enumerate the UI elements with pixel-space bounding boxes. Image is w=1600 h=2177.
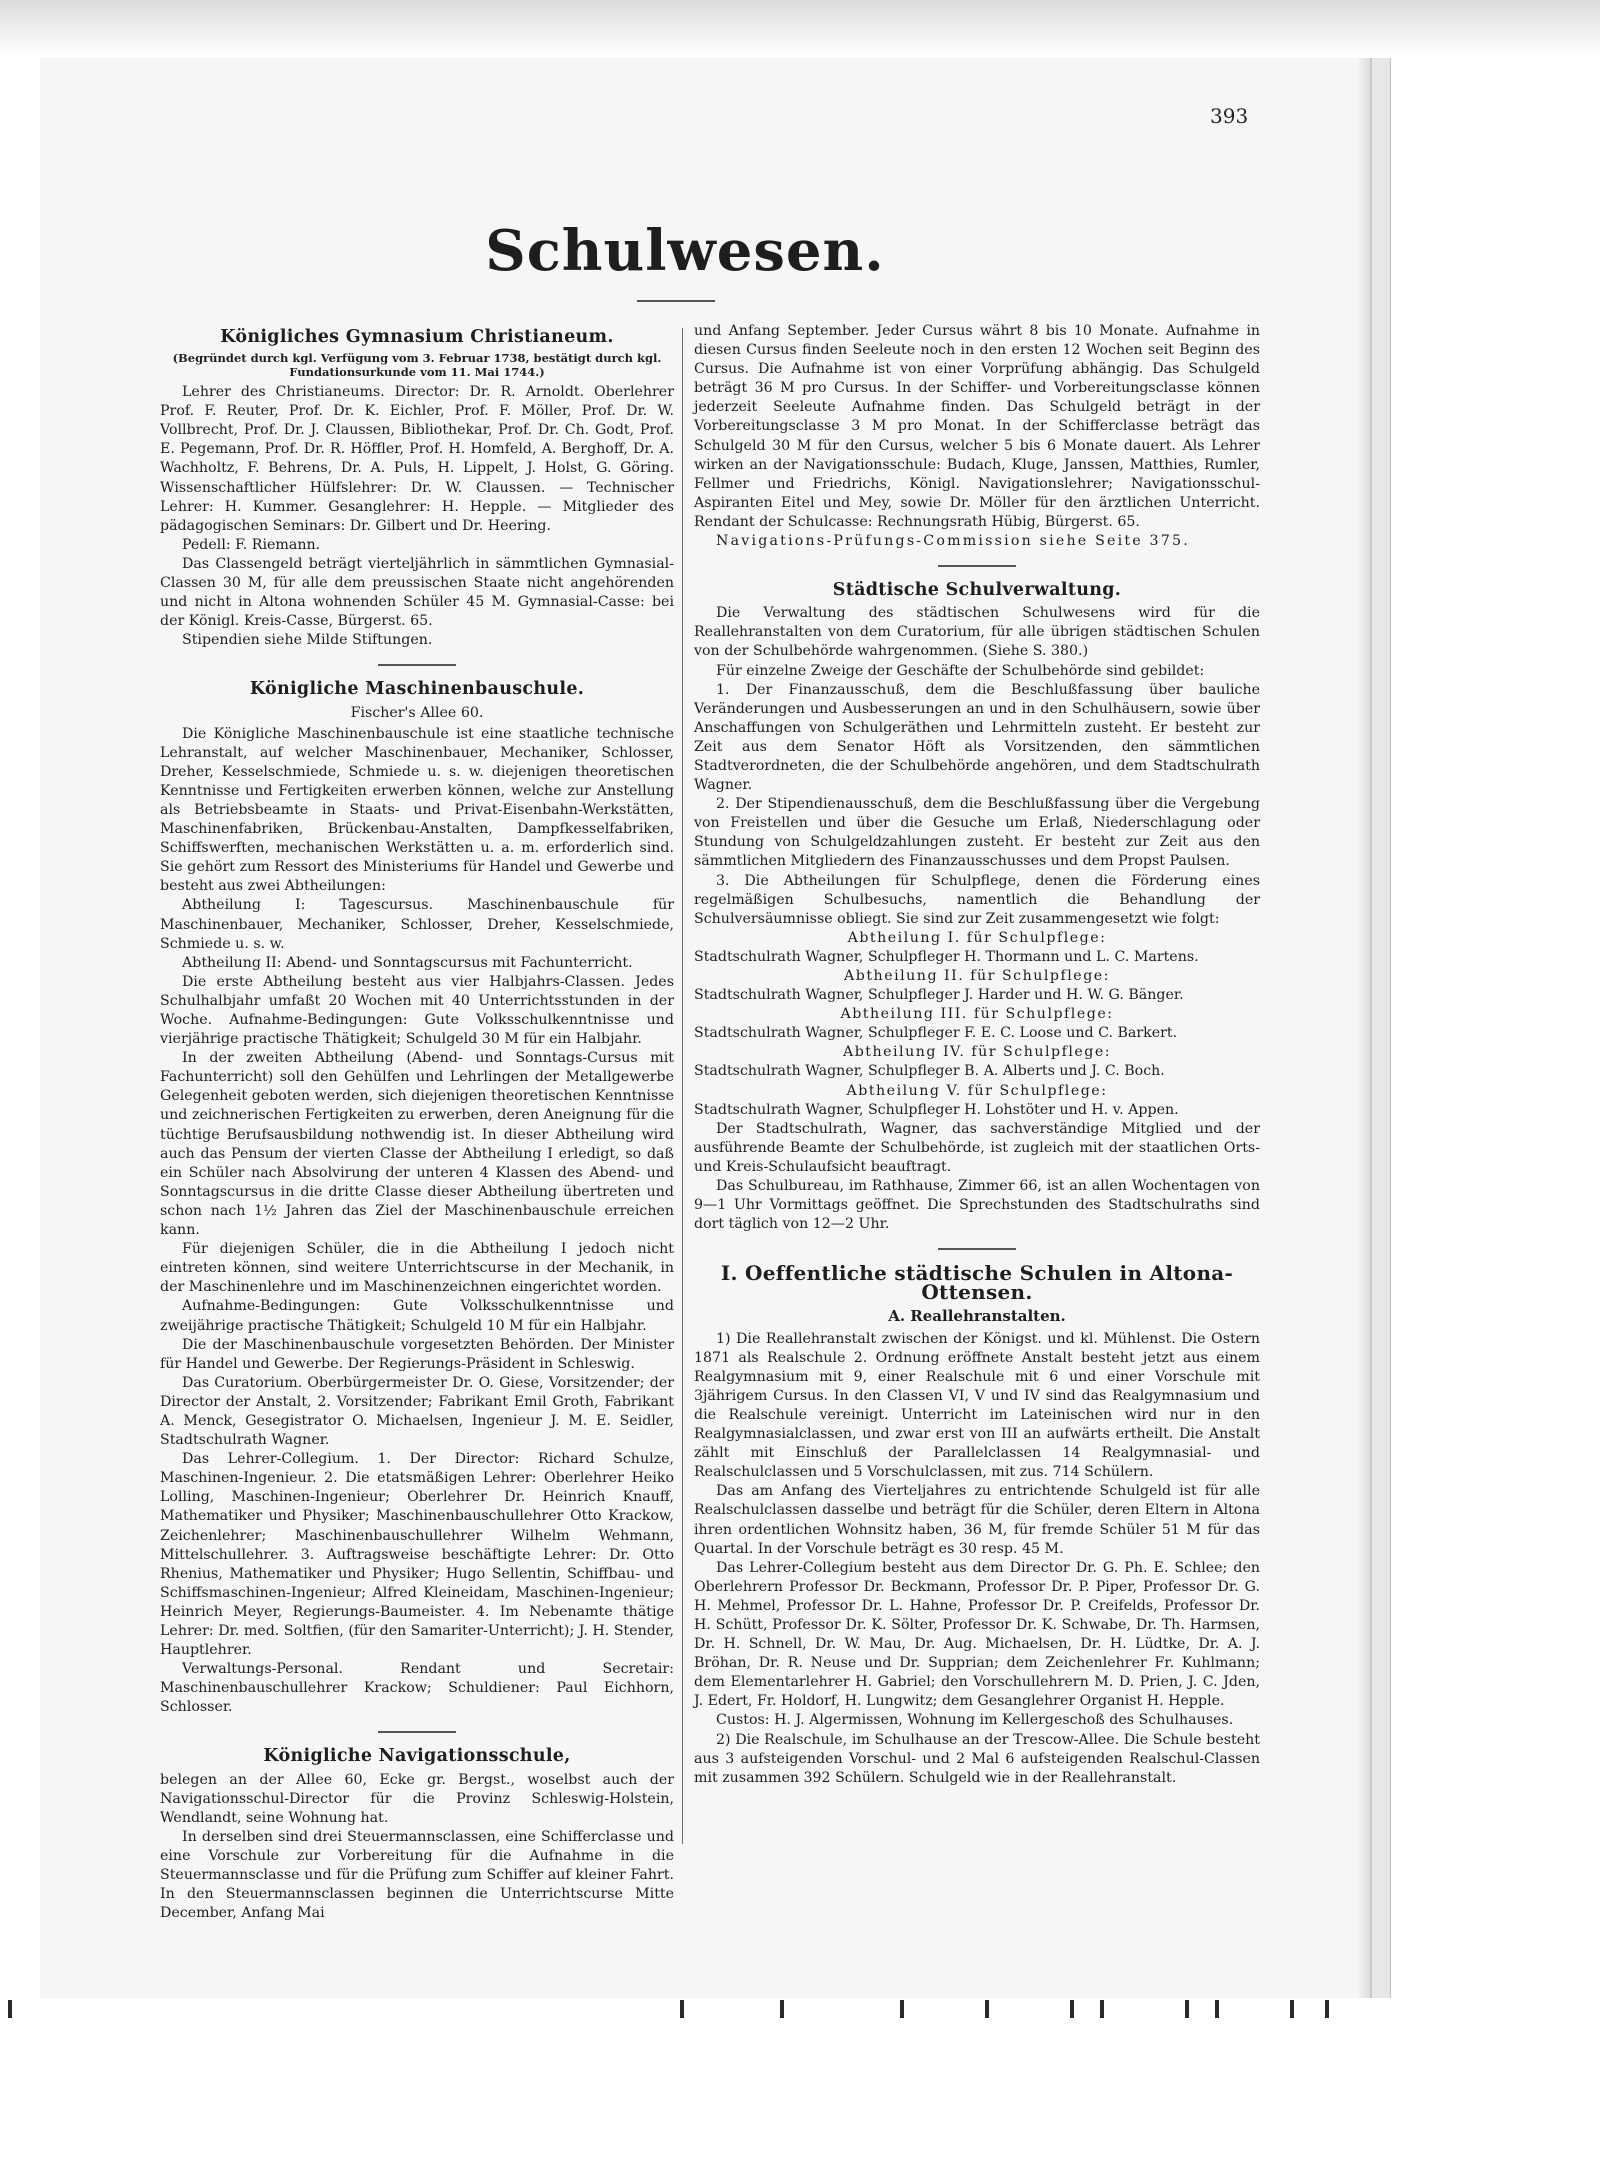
section-rule (938, 1248, 1016, 1250)
navigation-heading: Königliche Navigationsschule, (263, 1746, 571, 1767)
verwaltung-branches: Für einzelne Zweige der Geschäfte der Schulbehörde sind gebildet: (716, 662, 1205, 679)
gymnasium-subheading: (Begründet durch kgl. Verfügung vom 3. Februar 1738, bestätigt durch kgl. Fundationsurkunde vom 11. Mai 1744.) (172, 351, 662, 380)
verwaltung-schulpflege: 3. Die Abtheilungen für Schulpflege, denen die Förderung eines regelmäßigen Schulbesuchs, namentlich die Behandlung der Schulversäumnisse obliegt. Sie sind zur Zeit zusammengesetzt wie folgt: (694, 872, 1260, 927)
section-rule (938, 565, 1016, 567)
navigation-classes: In derselben sind drei Steuermannsclassen, eine Schifferclasse und eine Vorschule zur Vorbereitung für die Aufnahme in die Steuermannsclasse und für die Prüfung zum Schiffer auf kleiner Fahrt. In den Steuermannsclassen beginnen die Unterrichtscurse Mitte December, Anfang Mai (160, 1828, 674, 1922)
column-divider (682, 328, 683, 1844)
gymnasium-stipends: Stipendien siehe Milde Stiftungen. (182, 632, 433, 649)
reallehranstalt-fees: Das am Anfang des Vierteljahres zu entrichtende Schulgeld ist für alle Realschulclassen dasselbe und beträgt für die Schüler, deren Eltern in Altona ihren ordentlichen Wohnsitz haben, 36 M, für fremde Schüler 51 M für das Quartal. In der Vorschule beträgt es 30 resp. 45 M. (694, 1483, 1260, 1557)
gymnasium-section (160, 328, 674, 650)
maschinenbau-abt1: Abtheilung I: Tagescursus. Maschinenbauschule für Maschinenbauer, Mechaniker, Schlosser, Dreher, Kesselschmiede, Schmiede u. s. w. (160, 897, 674, 952)
schulbureau-hours: Das Schulbureau, im Rathhause, Zimmer 66, ist an allen Wochentagen von 9—1 Uhr Vormittags geöffnet. Die Sprechstunden des Stadtschulraths sind dort täglich von 12—2 Uhr. (694, 1178, 1260, 1233)
verwaltung-stipends: 2. Der Stipendienausschuß, dem die Beschlußfassung über die Vergebung von Freistellen und über die Gesuche um Erlaß, Niederschlagung oder Stundung von Schulgeldzahlungen zusteht. Er besteht zur Zeit aus den sämmtlichen Mitgliedern des Finanzausschusses und dem Propst Paulsen. (694, 796, 1260, 870)
maschinenbau-authorities: Die der Maschinenbauschule vorgesetzten Behörden. Der Minister für Handel und Gewerbe. Der Regierungs-Präsident in Schleswig. (160, 1336, 674, 1372)
gymnasium-pedell: Pedell: F. Riemann. (182, 536, 321, 553)
reallehranstalt-custos: Custos: H. J. Algermissen, Wohnung im Kellergeschoß des Schulhauses. (716, 1712, 1234, 1729)
abteilung-5-members: Stadtschulrath Wagner, Schulpfleger H. Lohstöter und H. v. Appen. (694, 1101, 1179, 1118)
title-rule (637, 300, 715, 302)
reallehranstalten-heading: A. Reallehranstalten. (888, 1306, 1066, 1325)
realschule-description: 2) Die Realschule, im Schulhause an der Trescow-Allee. Die Schule besteht aus 3 aufsteigenden Vorschul- und 2 Mal 6 aufsteigenden Realschul-Classen mit zusammen 392 Schülern. Schulgeld wie in der Reallehranstalt. (694, 1731, 1260, 1786)
gymnasium-fees: Das Classengeld beträgt vierteljährlich in sämmtlichen Gymnasial-Classen 30 M, für alle dem preussischen Staate nicht angehörenden und nicht in Altona wohnenden Schüler 45 M. Gymnasial-Casse: bei der Königl. Kreis-Casse, Bürgerst. 65. (160, 555, 674, 630)
navigation-courses: und Anfang September. Jeder Cursus währt 8 bis 10 Monate. Aufnahme in diesen Cursus finden Seeleute noch in den ersten 12 Wochen seit Beginn des Cursus. Die Aufnahme ist von einer Vorprüfung abhängig. Das Schulgeld beträgt 36 M pro Cursus. In der Schiffer- und Vorbereitungsclasse können jederzeit Seeleute Aufnahme finden. Das Schulgeld beträgt in der Vorbereitungsclasse 3 M pro Monat. In der Schifferclasse beträgt das Schulgeld 30 M für den Cursus, welcher 5 bis 6 Monate dauert. Als Lehrer wirken an der Navigationsschule: Budach, Kluge, Janssen, Matthies, Rumler, Fellmer und Friedrichs, Königl. Navigationslehrer; Navigationsschul-Aspiranten Eitel und Mey, sowie Dr. Möller für den ärztlichen Unterricht. Rendant der Schulcasse: Rechnungsrath Hübig, Bürgerst. 65. (694, 323, 1260, 530)
maschinenbau-admin: Verwaltungs-Personal. Rendant und Secretair: Maschinenbauschullehrer Krackow; Schuldiener: Paul Eichhorn, Schlosser. (160, 1661, 674, 1716)
reallehranstalt-staff: Das Lehrer-Collegium besteht aus dem Director Dr. G. Ph. E. Schlee; den Oberlehrern Professor Dr. Beckmann, Professor Dr. P. Piper, Professor Dr. G. H. Mehmel, Professor Dr. L. Hahne, Professor Dr. P. Creifelds, Professor Dr. H. Schütt, Professor Dr. K. Sölter, Professor Dr. K. Schwabe, Dr. Th. Harmsen, Dr. H. Schnell, Dr. W. Mau, Dr. Aug. Michaelsen, Dr. H. Lüdtke, Dr. A. J. Bröhan, Dr. R. Neuse und Dr. Supprian; dem Zeichenlehrer Fr. Kuhlmann; dem Elementarlehrer H. Gabriel; den Vorschullehrern M. D. Prien, J. C. Jden, J. Edert, Fr. Holdorf, H. Lungwitz; dem Gesanglehrer Organist H. Hepple. (694, 1559, 1260, 1710)
abteilung-3-members: Stadtschulrath Wagner, Schulpfleger F. E. C. Loose und C. Barkert. (694, 1025, 1178, 1042)
abteilung-2-members: Stadtschulrath Wagner, Schulpfleger J. Harder und H. W. G. Bänger. (694, 987, 1184, 1004)
left-column (160, 322, 674, 1923)
scan-bottom-edge (0, 2000, 1600, 2020)
schulen-heading: I. Oeffentliche städtische Schulen in Altona-Ottensen. (720, 1261, 1234, 1305)
page-number: 393 (1210, 104, 1249, 128)
abteilung-1-heading: Abtheilung I. für Schulpflege: (847, 929, 1107, 946)
navigation-continued (694, 322, 1260, 551)
abteilung-4-heading: Abtheilung IV. für Schulpflege: (842, 1044, 1112, 1061)
scan-top-edge (0, 0, 1600, 56)
page-title: Schulwesen. (485, 218, 885, 284)
maschinenbau-second-division: In der zweiten Abtheilung (Abend- und Sonntags-Cursus mit Fachunterricht) soll den Gehülfen und Lehrlingen der Metallgewerbe Gelegenheit geboten werden, sich diejenigen theoretischen Kenntnisse und zeichnerischen Fertigkeiten zu erwerben, deren Aneignung für die tüchtige Berufsausbildung nothwendig ist. In dieser Abtheilung wird auch das Pensum der vierten Classe der Abtheilung I erledigt, so daß ein Schüler nach Absolvirung der unteren 4 Klassen des Abend- und Sonntagscursus in die dritte Classe dieser Abtheilung übertreten und schon nach 1½ Jahren das Ziel der Maschinenbauschule erreichen kann. (160, 1050, 674, 1239)
section-rule (378, 1731, 456, 1733)
maschinenbau-first-division: Die erste Abtheilung besteht aus vier Halbjahrs-Classen. Jedes Schulhalbjahr umfaßt 20 Wochen mit 40 Unterrichtsstunden in der Woche. Aufnahme-Bedingungen: Gute Volksschulkenntnisse und vierjährige practische Thätigkeit; Schulgeld 30 M für ein Halbjahr. (160, 973, 674, 1048)
maschinenbau-admission: Aufnahme-Bedingungen: Gute Volksschulkenntnisse und zweijährige practische Thätigkeit; Schulgeld 10 M für ein Halbjahr. (160, 1298, 674, 1334)
abteilung-3-heading: Abtheilung III. für Schulpflege: (840, 1006, 1114, 1023)
navigation-commission: Navigations-Prüfungs-Commission siehe Seite 375. (716, 533, 1190, 550)
reallehranstalt-description: 1) Die Reallehranstalt zwischen der Königst. und kl. Mühlenst. Die Ostern 1871 als Realschule 2. Ordnung eröffnete Anstalt besteht jetzt aus einem Realgymnasium mit 9, einer Realschule mit 6 und einer Vorschule mit 3jährigem Cursus. In den Classen VI, V und IV sind das Realgymnasium und die Realschule vereinigt. Unterricht im Lateinischen wird nur in den Realgymnasialclassen, und zwar erst von III an aufwärts ertheilt. Die Anstalt zählt mit Einschluß der Parallelclassen 14 Realgymnasial- und Realschulclassen und 5 Vorschulclassen, mit zus. 714 Schülern. (694, 1330, 1260, 1481)
maschinenbau-staff: Das Lehrer-Collegium. 1. Der Director: Richard Schulze, Maschinen-Ingenieur. 2. Die etatsmäßigen Lehrer: Oberlehrer Heiko Lolling, Maschinen-Ingenieur; Oberlehrer Dr. Heinrich Knauff, Mathematiker und Physiker; Maschinenbauschullehrer Otto Krackow, Zeichenlehrer; Maschinenbauschullehrer Wilhelm Wehmann, Mittelschullehrer. 3. Auftragsweise beschäftigte Lehrer: Dr. Otto Rhenius, Mathematiker und Physiker; Hugo Sellentin, Schiffbau- und Schiffsmaschinen-Ingenieur; Alfred Kleineidam, Maschinen-Ingenieur; Heinrich Meyer, Regierungs-Baumeister. 4. Im Nebenamte thätige Lehrer: Dr. med. Soltfien, (für den Samariter-Unterricht); J. H. Stender, Hauptlehrer. (160, 1451, 674, 1659)
adjacent-page-edge (1372, 58, 1391, 1998)
verwaltung-section (694, 581, 1260, 1234)
navigation-intro: belegen an der Allee 60, Ecke gr. Bergst., woselbst auch der Navigationsschul-Director für die Provinz Schleswig-Holstein, Wendlandt, seine Wohnung hat. (160, 1771, 674, 1826)
verwaltung-heading: Städtische Schulverwaltung. (832, 580, 1122, 601)
maschinenbau-heading: Königliche Maschinenbauschule. (249, 679, 585, 700)
verwaltung-finance: 1. Der Finanzausschuß, dem die Beschlußfassung über bauliche Veränderungen und Ausbesserungen an und in den Schulhäusern, sowie über Anschaffungen von Schulgeräthen und Lehrmitteln zusteht. Er besteht zur Zeit aus dem Senator Höft als Vorsitzenden, den sämmtlichen Stadtverordneten, die der Schulbehörde angehören, und dem Stadtschulrath Wagner. (694, 681, 1260, 794)
abteilung-1-members: Stadtschulrath Wagner, Schulpfleger H. Thormann und L. C. Martens. (694, 948, 1199, 965)
gymnasium-heading: Königliches Gymnasium Christianeum. (220, 327, 614, 347)
maschinenbau-curatorium: Das Curatorium. Oberbürgermeister Dr. O. Giese, Vorsitzender; der Director der Anstalt, 2. Vorsitzender; Fabrikant Emil Groth, Fabrikant A. Menck, Gesegistrator O. Michaelsen, Ingenieur J. M. E. Seidler, Stadtschulrath Wagner. (160, 1374, 674, 1449)
gymnasium-teachers: Lehrer des Christianeums. Director: Dr. R. Arnoldt. Oberlehrer Prof. F. Reuter, Prof. Dr. K. Eichler, Prof. F. Möller, Prof. Dr. W. Vollbrecht, Prof. Dr. J. Claussen, Bibliothekar, Prof. Dr. Ch. Godt, Prof. E. Pegemann, Prof. Dr. R. Höffler, Prof. H. Homfeld, A. Berghoff, Dr. A. Wachholtz, F. Behrens, Dr. A. Puls, H. Lippelt, J. Holst, G. Göring. Wissenschaftlicher Hülfslehrer: Dr. W. Claussen. — Technischer Lehrer: H. Kummer. Gesanglehrer: H. Hepple. — Mitglieder des pädagogischen Seminars: Dr. Gilbert und Dr. Heering. (160, 384, 674, 534)
stadtschulrath-note: Der Stadtschulrath, Wagner, das sachverständige Mitglied und der ausführende Beamte der Schulbehörde, ist zugleich mit der staatlichen Orts- und Kreis-Schulaufsicht beauftragt. (694, 1120, 1260, 1175)
abteilung-4-members: Stadtschulrath Wagner, Schulpfleger B. A. Alberts und J. C. Boch. (694, 1063, 1165, 1080)
abteilung-5-heading: Abtheilung V. für Schulpflege: (846, 1082, 1108, 1099)
maschinenbau-abt2: Abtheilung II: Abend- und Sonntagscursus mit Fachunterricht. (182, 954, 633, 971)
abteilung-2-heading: Abtheilung II. für Schulpflege: (844, 968, 1110, 984)
maschinenbau-section (160, 680, 674, 1717)
maschinenbau-extra-courses: Für diejenigen Schüler, die in die Abtheilung I jedoch nicht eintreten können, sind weitere Unterrichtscurse in der Mechanik, in der Maschinenlehre und im Maschinenzeichnen eingerichtet worden. (160, 1241, 674, 1296)
navigation-section (160, 1747, 674, 1923)
schulen-section (694, 1261, 1260, 1788)
maschinenbau-address: Fischer's Allee 60. (350, 704, 484, 721)
maschinenbau-intro: Die Königliche Maschinenbauschule ist eine staatliche technische Lehranstalt, auf welcher Maschinenbauer, Mechaniker, Schlosser, Dreher, Kesselschmiede, Schmiede u. s. w. diejenigen theoretischen Kenntnisse und Fertigkeiten erwerben können, welche zur Anstellung als Betriebsbeamte in Staats- und Privat-Eisenbahn-Werkstätten, Maschinenfabriken, Brückenbau-Anstalten, Dampfkesselfabriken, Schiffswerften, mechanischen Werkstätten u. a. m. erforderlich sind. Sie gehört zum Ressort des Ministeriums für Handel und Gewerbe und besteht aus zwei Abtheilungen: (160, 725, 674, 895)
right-column (694, 322, 1260, 1788)
section-rule (378, 664, 456, 666)
verwaltung-intro: Die Verwaltung des städtischen Schulwesens wird für die Reallehranstalten von dem Curatorium, für alle übrigen städtischen Schulen von der Schulbehörde wahrgenommen. (Siehe S. 380.) (694, 605, 1260, 660)
page-gutter-shadow (1356, 58, 1370, 1998)
